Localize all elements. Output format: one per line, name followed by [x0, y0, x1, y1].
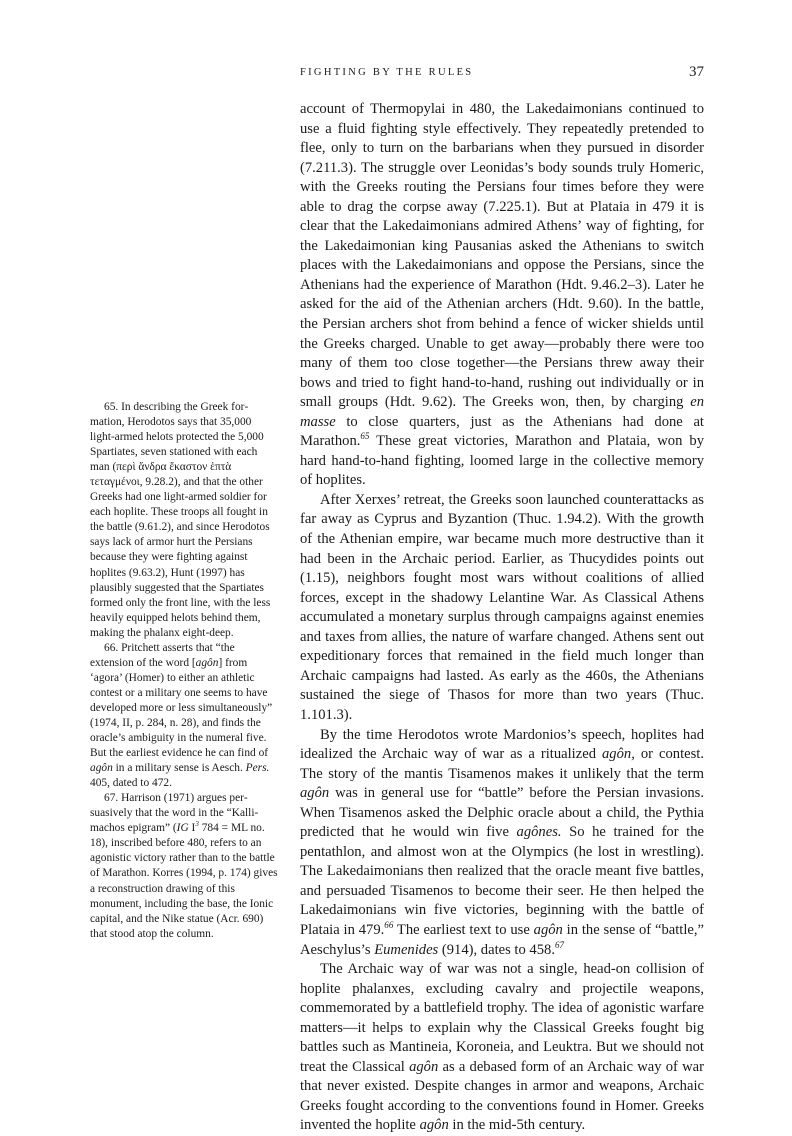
paragraph-4	[300, 960, 704, 1136]
text-run: in the mid-5th century.	[448, 1117, 586, 1134]
text-run: in the sense of “battle,” Aeschylus’s	[300, 921, 704, 958]
note-66	[90, 641, 278, 791]
italic-run: agôn	[533, 921, 563, 938]
italic-run: Eumenides	[374, 941, 439, 958]
text-run: By the time Herodotos wrote Mardonios’s speech, hoplites had idealized the Archaic way of war as a ritualized	[300, 726, 704, 763]
superscript: 3	[195, 820, 199, 829]
note-65: 65. In describing the Greek formation, Herodotos says that 35,000 light-armed helots protected the 5,000 Spartiates, seven stationed with each man (περὶ ἄνδρα ἕκαστον ἑπτὰ τεταγμένοι, 9.28.2), and that the other Greeks had one light-armed soldier for each hoplite. These troops all fought in the battle (9.61.2), and since Herodotos says lack of armor hurt the Persians because they were fighting against hoplites (9.63.2), Hunt (1997) has plausibly suggested that the Spartiates formed only the front line, with the less heavily equipped helots behind them, making the phalanx eight-deep.	[90, 401, 271, 639]
italic-run: agôn,	[602, 746, 635, 763]
text-run: was in general use for “battle” before the Persian invasions. When Tisamenos asked the Delphic oracle about a child, the Pythia predicted that he would win five	[300, 785, 704, 841]
text-run: (914), dates to 458.	[438, 941, 555, 958]
italic-run: agôn	[90, 762, 113, 775]
text-run: account of Thermopylai in 480, the Lakedaimonians continued to use a fluid fighting style effectively. They repeatedly pretended to flee, only to turn on the barbarians when they pursued in disorder (7.211.3). The struggle over Leonidas’s body sounds truly Homeric, with the Greeks routing the Persians four times before they were able to drag the corpse away (7.225.1). But at Plataia in 479 it is clear that the Lakedaimonians admired Athens’ way of fighting, for the Lakedaimonian king Pausanias asked the Athenians to switch places with the Lakedaimonians and oppose the Persians, since the Athenians had the experience of Marathon (Hdt. 9.46.2–3). Later he asked for the aid of the Athenian archers (Hdt. 9.60). In the battle, the Persian archers shot from behind a fence of wicker shields until the Greeks charged. Unable to get away—probably there were too many of them too close together—the Persians threw away their bows and tried to fight hand-to-hand, rushing out individually or in small groups (Hdt. 9.62). The Greeks won, then, by charging	[300, 101, 704, 411]
text-run: The earliest text to use	[393, 921, 534, 938]
italic-run: en masse	[300, 394, 704, 430]
text-run: The Archaic way of war was not a single, head-on collision of hoplite phalanxes, excluding cavalry and projectile weapons, commemorated by a battlefield trophy. The idea of agonistic warfare matters—it helps to explain why the Classical Greeks fought big battles such as Mantineia, Koroneia, and Leuktra. But we should not treat the Classical	[300, 961, 704, 1075]
italic-run: agônes.	[516, 824, 562, 841]
text-run: 784 = ML no. 18), inscribed before 480, refers to an agonistic victory rather than to the battle of Marathon. Korres (1994, p. 174) gives a reconstruction drawing of this monument, including the base, the Ionic capital, and the Nike statue (Acr. 690) that stood atop the column.	[90, 822, 278, 940]
italic-run: agôn	[409, 1058, 439, 1075]
footnote-ref-66: 66	[384, 920, 394, 931]
note-67	[90, 791, 278, 941]
margin-notes	[90, 400, 278, 942]
main-text	[300, 100, 704, 1136]
italic-run: agôn	[419, 1117, 449, 1134]
text-run: 67. Harrison (1971) argues persuasively that the word in the “Kallimachos epigram” (	[90, 792, 259, 835]
paragraph-1	[300, 100, 704, 491]
page-number: 37	[689, 64, 704, 80]
running-head: FIGHTING BY THE RULES	[300, 67, 474, 78]
italic-run: agôn	[195, 656, 219, 669]
paragraph-2: After Xerxes’ retreat, the Greeks soon launched counterattacks as far away as Cyprus and Byzantion (Thuc. 1.94.2). With the growth of the Athenian empire, war became much more destructive than it had been in the Archaic period. Earlier, as Thucydides points out (1.15), neighbors fought most wars without coalitions of allied forces, except in the shadowy Lelantine War. As Classical Athens accumulated a monetary surplus through campaigns against enemies and taxes from allies, the nature of warfare changed. Athens sent out expeditionary forces that remained in the field much longer than Archaic campaigns had lasted. As early as the 460s, the Athenians sustained the siege of Thasos for more than two years (Thuc. 1.101.3).	[300, 491, 704, 723]
text-run: as a debased form of an Archaic way of war that never existed. Despite changes in armor and weapons, Archaic Greeks fought according to the conventions found in Homer. Greeks invented the hoplite	[300, 1058, 704, 1134]
text-run: 66. Pritchett asserts that “the extension of the word [	[90, 641, 235, 669]
page-header	[300, 64, 704, 84]
paragraph-3	[300, 726, 704, 961]
text-run: I	[188, 822, 196, 835]
footnote-ref-65: 65	[360, 431, 370, 442]
text-run: or contest. The story of the mantis Tisamenos makes it unlikely that the term	[300, 746, 704, 782]
italic-run: agôn	[300, 785, 330, 802]
text-run: in a military sense is Aesch.	[112, 762, 246, 775]
text-run: These great victories, Marathon and Plataia, won by hard hand-to-hand fighting, loomed large in the collective memory of hoplites.	[300, 433, 704, 489]
text-run: 405, dated to 472.	[90, 777, 172, 790]
text-run: So he trained for the pentathlon, and almost won at the Olympics (he lost in wrestling). The Lakedaimonians then realized that the oracle meant five battles, and persuaded Tisamenos to become their seer. He then helped the Lakedaimonians win five victories, beginning with the battle of Plataia in 479.	[300, 824, 705, 938]
text-run: to close quarters, just as the Athenians had done at Marathon.	[300, 413, 704, 450]
italic-run: IG	[176, 822, 189, 835]
text-run: ] from ‘agora’ (Homer) to either an athletic contest or a military one seems to have developed more or less simultaneously” (1974, II, p. 284, n. 28), and finds the oracle’s ambiguity in the numeral five. But the earliest evidence he can find of	[90, 656, 273, 760]
italic-run: Pers.	[245, 762, 270, 775]
footnote-ref-67: 67	[554, 939, 565, 950]
